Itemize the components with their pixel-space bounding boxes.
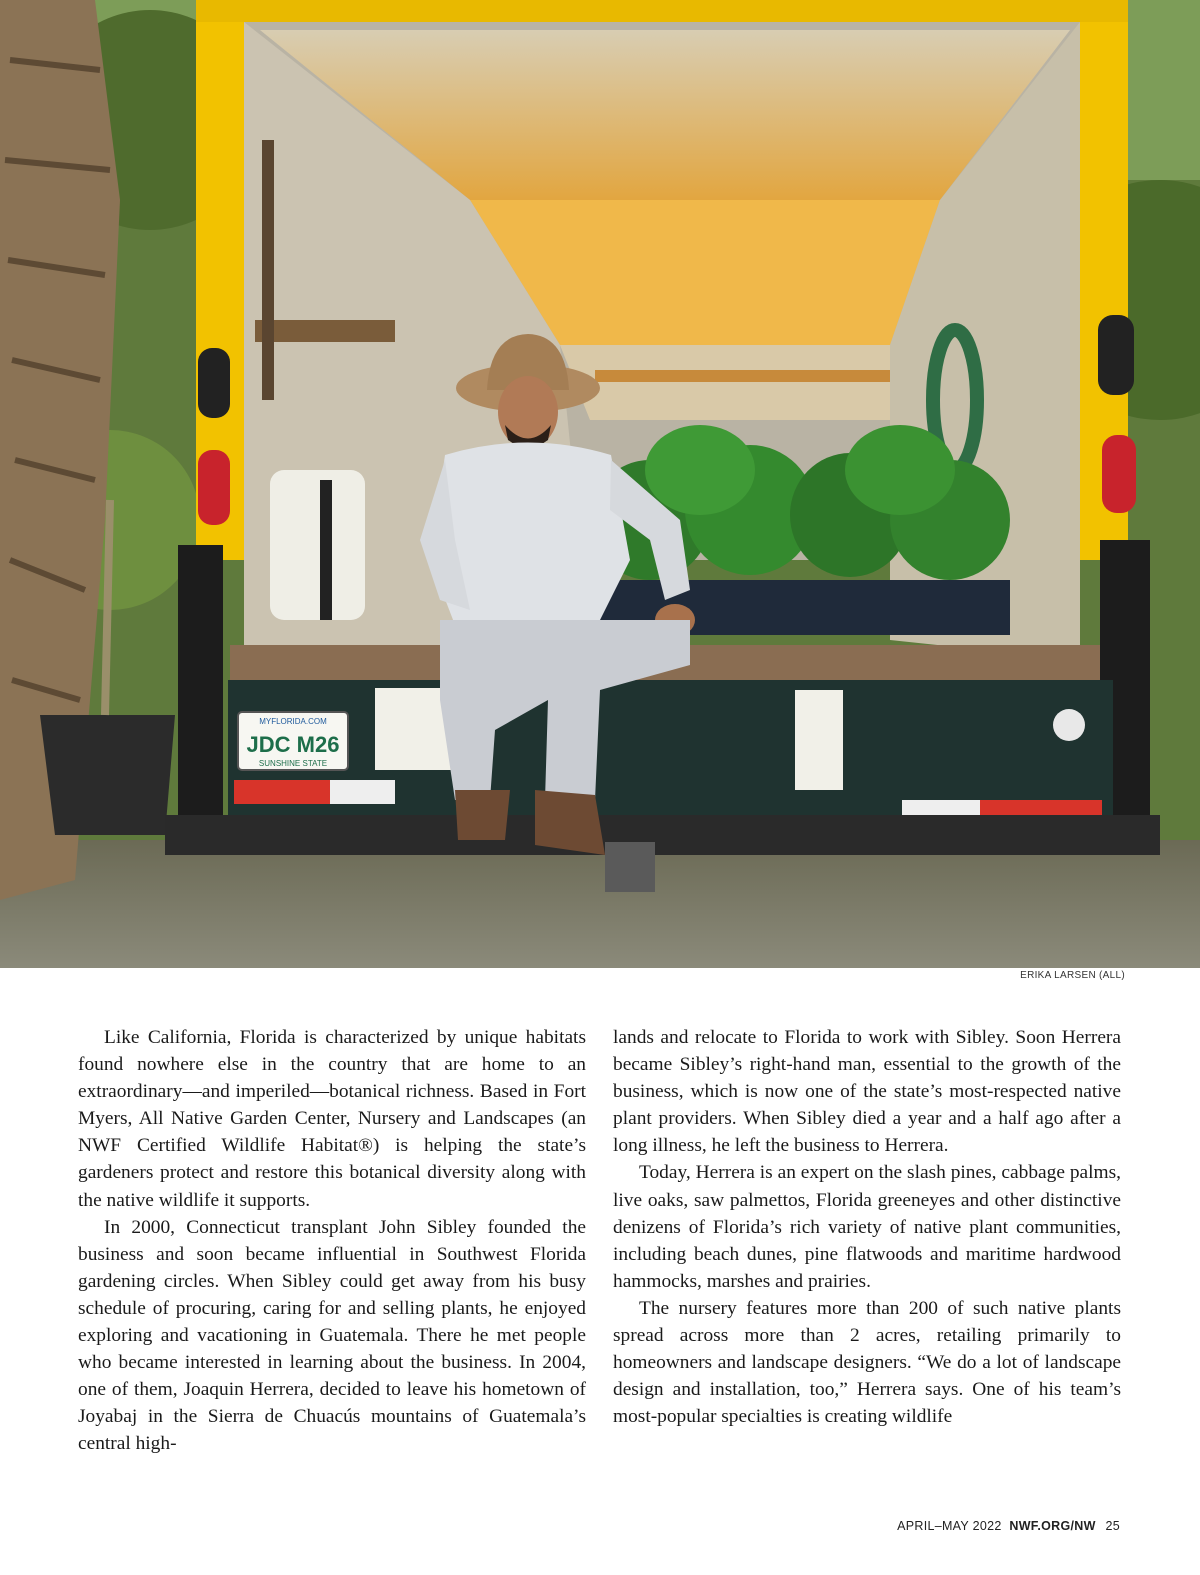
website-link[interactable]: NWF.ORG/NW [1009,1519,1096,1533]
paragraph: In 2000, Connecticut transplant John Sibley founded the business and soon became influential in Southwest Florida gardening circles. When Sibley could get away from his busy schedule of procuring, caring for and selling plants, he enjoyed exploring and vacationing in Guatemala. There he met people who became interested in learning about the business. In 2004, one of them, Joaquin Herrera, decided to leave his hometown of Joyabaj in the Sierra de Chuacús mountains of Guatemala’s central high- [78,1216,586,1455]
page-number: 25 [1105,1519,1120,1533]
paragraph: The nursery features more than 200 of such native plants spread across more than 2 acres, retailing primarily to homeowners and landscape designers. “We do a lot of landscape design and installation, too,” Herrera says. One of his team’s most-popular specialties is creating wildlife [613,1297,1121,1428]
boot-right [535,790,605,855]
boot-left [455,790,510,840]
paragraph: Like California, Florida is characterized by unique habitats found nowhere else in the country that are home to an extraordinary—and imperiled—botanical richness. Based in Fort Myers, All Native Garden Center, Nursery and Landscapes (an NWF Certified Wildlife Habitat®) is helping the state’s gardeners protect and restore this botanical diversity along with the native wildlife it supports. [78,1027,586,1211]
svg-text:JDC M26: JDC M26 [246,732,340,757]
driveway [0,840,1200,968]
plant-pot [40,715,175,835]
svg-text:SUNSHINE STATE: SUNSHINE STATE [258,759,328,768]
article-column-left [78,1024,586,1458]
rear-bumper [165,815,1160,855]
paragraph-continued: lands and relocate to Florida to work with Sibley. Soon Herrera became Sibley’s right-hand man, essential to the growth of the business, which is now one of the state’s most-respected native plant providers. When Sibley died a year and a half ago after a long illness, he left the business to Herrera. [613,1027,1121,1157]
license-plate [238,712,348,770]
backpack-sprayer [270,470,365,620]
page-footer [897,1519,1120,1533]
paragraph: Today, Herrera is an expert on the slash pines, cabbage palms, live oaks, saw palmettos, Florida greeneyes and other distinctive denizens of Florida’s rich variety of native plant communities, including beach dunes, pine flatwoods and maritime hardwood hammocks, marshes and prairies. [613,1162,1121,1292]
issue-date: APRIL–MAY 2022 [897,1519,1002,1533]
article-column-right [613,1024,1121,1430]
svg-text:MYFLORIDA.COM: MYFLORIDA.COM [259,717,327,726]
photo-credit: ERIKA LARSEN (ALL) [1020,970,1125,981]
